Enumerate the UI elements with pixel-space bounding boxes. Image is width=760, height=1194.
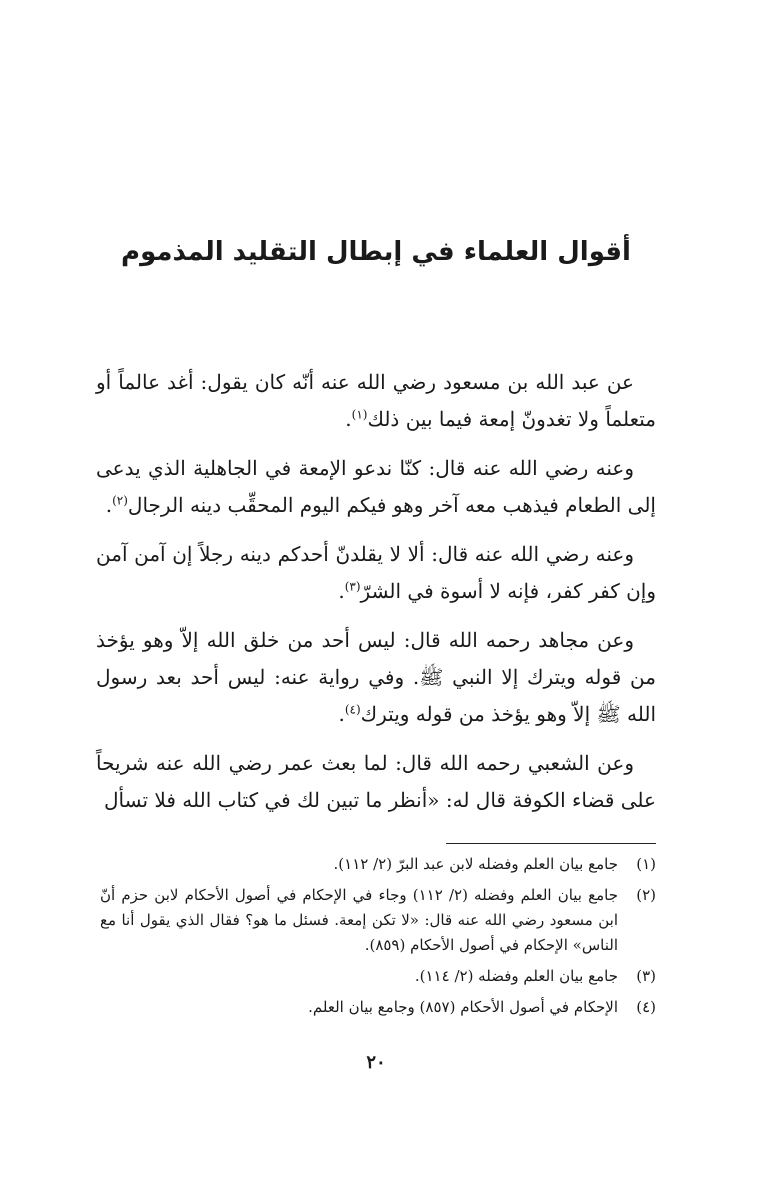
footnote-ref-3[interactable]: (٣): [344, 579, 361, 594]
footnote-text: جامع بيان العلم وفضله (٢/ ١١٤).: [414, 967, 618, 985]
footnote-divider: [446, 843, 656, 844]
page-number: ٢٠: [366, 1052, 386, 1073]
paragraph-end: .: [105, 493, 113, 517]
paragraph-mujahid: [96, 622, 656, 733]
footnote-ref-4[interactable]: (٤): [344, 702, 361, 717]
footnote-item: [96, 964, 656, 989]
footnote-text: جامع بيان العلم وفضله (٢/ ١١٢) وجاء في الإحكام في أصول الأحكام لابن حزم أنّ ابن مسعود رضي الله عنه قال: «لا تكن إمعة. فسئل ما هو؟ فقال الذي يقول أنا مع الناس» الإحكام في أصول الأحكام (٨٥٩).: [100, 886, 618, 954]
chapter-title: أقوال العلماء في إبطال التقليد المذموم: [121, 237, 631, 267]
footnote-number: (٤): [636, 998, 656, 1016]
footnote-text: الإحكام في أصول الأحكام (٨٥٧) وجامع بيان العلم.: [308, 998, 618, 1016]
paragraph-text: وعنه رضي الله عنه قال: كنّا ندعو الإمعة في الجاهلية الذي يدعى إلى الطعام فيذهب معه آخر وهو فيكم اليوم المحقِّب دينه الرجال: [96, 456, 656, 517]
paragraph-imma: [96, 450, 656, 524]
paragraph-text: وعن الشعبي رحمه الله قال: لما بعث عمر رضي الله عنه شريحاً على قضاء الكوفة قال له: «أنظر ما تبين لك في كتاب الله فلا تسأل: [96, 751, 656, 812]
footnote-ref-1[interactable]: (١): [351, 407, 368, 422]
paragraph-ibn-masud: [96, 364, 656, 438]
footnotes: [96, 852, 656, 1026]
paragraph-shabi: [96, 745, 656, 819]
paragraph-text: وعنه رضي الله عنه قال: ألا لا يقلدنّ أحدكم دينه رجلاً إن آمن آمن وإن كفر كفر، فإنه لا أسوة في الشرّ: [96, 542, 656, 603]
footnote-text: جامع بيان العلم وفضله لابن عبد البرّ (٢/ ١١٢).: [333, 855, 618, 873]
book-page: [96, 0, 656, 1194]
footnote-item: [96, 883, 656, 958]
paragraph-taqlid: [96, 536, 656, 610]
paragraph-text: عن عبد الله بن مسعود رضي الله عنه أنّه كان يقول: أغد عالماً أو متعلماً ولا تغدونّ إمعة فيما بين ذلك: [96, 370, 656, 431]
paragraph-end: .: [338, 702, 345, 726]
footnote-number: (٣): [636, 967, 656, 985]
footnote-item: [96, 852, 656, 877]
footnote-number: (٢): [636, 886, 656, 904]
footnote-number: (١): [636, 855, 656, 873]
paragraph-end: .: [345, 407, 352, 431]
footnote-ref-2[interactable]: (٢): [112, 493, 128, 508]
footnote-item: [96, 995, 656, 1020]
paragraph-end: .: [338, 579, 345, 603]
paragraph-text: وعن مجاهد رحمه الله قال: ليس أحد من خلق الله إلاّ وهو يؤخذ من قوله ويترك إلا النبي ﷺ. وفي رواية عنه: ليس أحد بعد رسول الله ﷺ إلاّ وهو يؤخذ من قوله ويترك: [96, 628, 656, 726]
main-text: [96, 364, 656, 831]
